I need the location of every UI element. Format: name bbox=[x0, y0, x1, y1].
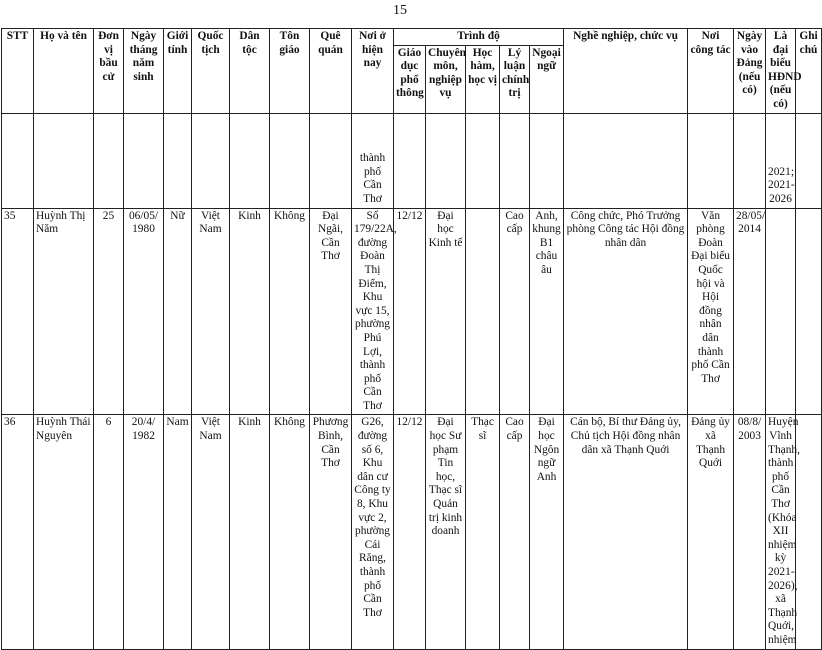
header-noi-o: Nơi ở hiện nay bbox=[352, 29, 394, 114]
header-ngay-sinh: Ngày tháng năm sinh bbox=[124, 29, 164, 114]
header-stt: STT bbox=[2, 29, 34, 114]
header-que-quan: Quê quán bbox=[310, 29, 352, 114]
cell-hoc-ham: Thạc sĩ bbox=[466, 415, 500, 649]
cell-ngay-vao-dang: 28/05/ 2014 bbox=[734, 208, 766, 415]
cell-don-vi: 25 bbox=[94, 208, 124, 415]
cell-gd-pho-thong: 12/12 bbox=[394, 415, 426, 649]
cell-noi-o: thành phố Cần Thơ bbox=[352, 113, 394, 208]
cell-ghi-chu bbox=[796, 208, 822, 415]
cell-ly-luan: Cao cấp bbox=[500, 208, 530, 415]
cell-nghe-nghiep: Công chức, Phó Trưởng phòng Công tác Hội đồng nhân dân bbox=[564, 208, 688, 415]
cell-dai-bieu-hdnd: 2021; 2021-2026 bbox=[766, 113, 796, 208]
cell-quoc-tich: Việt Nam bbox=[192, 415, 230, 649]
cell-gd-pho-thong: 12/12 bbox=[394, 208, 426, 415]
cell-dai-bieu-hdnd bbox=[766, 208, 796, 415]
header-gioi-tinh: Giới tính bbox=[164, 29, 192, 114]
cell-hoc-ham bbox=[466, 208, 500, 415]
header-gd-pho-thong: Giáo dục phổ thông bbox=[394, 45, 426, 113]
cell-don-vi: 6 bbox=[94, 415, 124, 649]
cell-que-quan: Đại Ngãi, Cần Thơ bbox=[310, 208, 352, 415]
table-row bbox=[2, 208, 822, 415]
cell-ngay-vao-dang: 08/8/ 2003 bbox=[734, 415, 766, 649]
candidate-table bbox=[1, 28, 822, 650]
header-quoc-tich: Quốc tịch bbox=[192, 29, 230, 114]
header-nghe-nghiep: Nghề nghiệp, chức vụ bbox=[564, 29, 688, 114]
cell-ngay-sinh: 06/05/ 1980 bbox=[124, 208, 164, 415]
header-dai-bieu-hdnd: Là đại biểu HĐND (nếu có) bbox=[766, 29, 796, 114]
cell-ngay-sinh: 20/4/ 1982 bbox=[124, 415, 164, 649]
header-don-vi: Đơn vị bầu cử bbox=[94, 29, 124, 114]
cell-noi-o: Số 179/22A, đường Đoàn Thị Điểm, Khu vực 15, phường Phú Lợi, thành phố Cần Thơ bbox=[352, 208, 394, 415]
cell-chuyen-mon: Đại học Kinh tế bbox=[426, 208, 466, 415]
cell-noi-cong-tac: Văn phòng Đoàn Đại biểu Quốc hội và Hội đồng nhân dân thành phố Cần Thơ bbox=[688, 208, 734, 415]
header-ly-luan: Lý luận chính trị bbox=[500, 45, 530, 113]
cell-ton-giao: Không bbox=[270, 415, 310, 649]
cell-stt: 36 bbox=[2, 415, 34, 649]
header-ho-ten: Họ và tên bbox=[34, 29, 94, 114]
cell-ngoai-ngu: Đại học Ngôn ngữ Anh bbox=[530, 415, 564, 649]
cell-gioi-tinh: Nữ bbox=[164, 208, 192, 415]
header-chuyen-mon: Chuyên môn, nghiệp vụ bbox=[426, 45, 466, 113]
header-dan-toc: Dân tộc bbox=[230, 29, 270, 114]
header-ton-giao: Tôn giáo bbox=[270, 29, 310, 114]
header-trinh-do: Trình độ bbox=[394, 29, 564, 46]
cell-que-quan: Phương Bình, Cần Thơ bbox=[310, 415, 352, 649]
page-number: 15 bbox=[393, 3, 407, 18]
cell-ho-ten: Huỳnh Thị Năm bbox=[34, 208, 94, 415]
cell-dai-bieu-hdnd: Huyện Vĩnh Thạnh, thành phố Cần Thơ (Khóa XII nhiệm kỳ 2021-2026), xã Thạnh Quới, nhiệm bbox=[766, 415, 796, 649]
cell-ton-giao: Không bbox=[270, 208, 310, 415]
header-ghi-chu: Ghi chú bbox=[796, 29, 822, 114]
cell-dan-toc: Kinh bbox=[230, 415, 270, 649]
cell-gioi-tinh: Nam bbox=[164, 415, 192, 649]
table-row-continuation bbox=[2, 113, 822, 208]
cell-ly-luan: Cao cấp bbox=[500, 415, 530, 649]
cell-stt: 35 bbox=[2, 208, 34, 415]
cell-ngoai-ngu: Anh, khung B1 châu âu bbox=[530, 208, 564, 415]
cell-quoc-tich: Việt Nam bbox=[192, 208, 230, 415]
table-row bbox=[2, 415, 822, 649]
cell-ho-ten: Huỳnh Thái Nguyên bbox=[34, 415, 94, 649]
header-hoc-ham: Học hàm, học vị bbox=[466, 45, 500, 113]
cell-noi-cong-tac: Đảng ủy xã Thạnh Quới bbox=[688, 415, 734, 649]
header-ngay-vao-dang: Ngày vào Đảng (nếu có) bbox=[734, 29, 766, 114]
header-ngoai-ngu: Ngoại ngữ bbox=[530, 45, 564, 113]
cell-chuyen-mon: Đại học Sư phạm Tin học, Thạc sĩ Quản trị kinh doanh bbox=[426, 415, 466, 649]
cell-nghe-nghiep: Cán bộ, Bí thư Đảng ủy, Chủ tịch Hội đồng nhân dân xã Thạnh Quới bbox=[564, 415, 688, 649]
cell-noi-o: G26, đường số 6, Khu dân cư Công ty 8, Khu vực 2, phường Cái Răng, thành phố Cần Thơ bbox=[352, 415, 394, 649]
header-noi-cong-tac: Nơi công tác bbox=[688, 29, 734, 114]
cell-dan-toc: Kinh bbox=[230, 208, 270, 415]
